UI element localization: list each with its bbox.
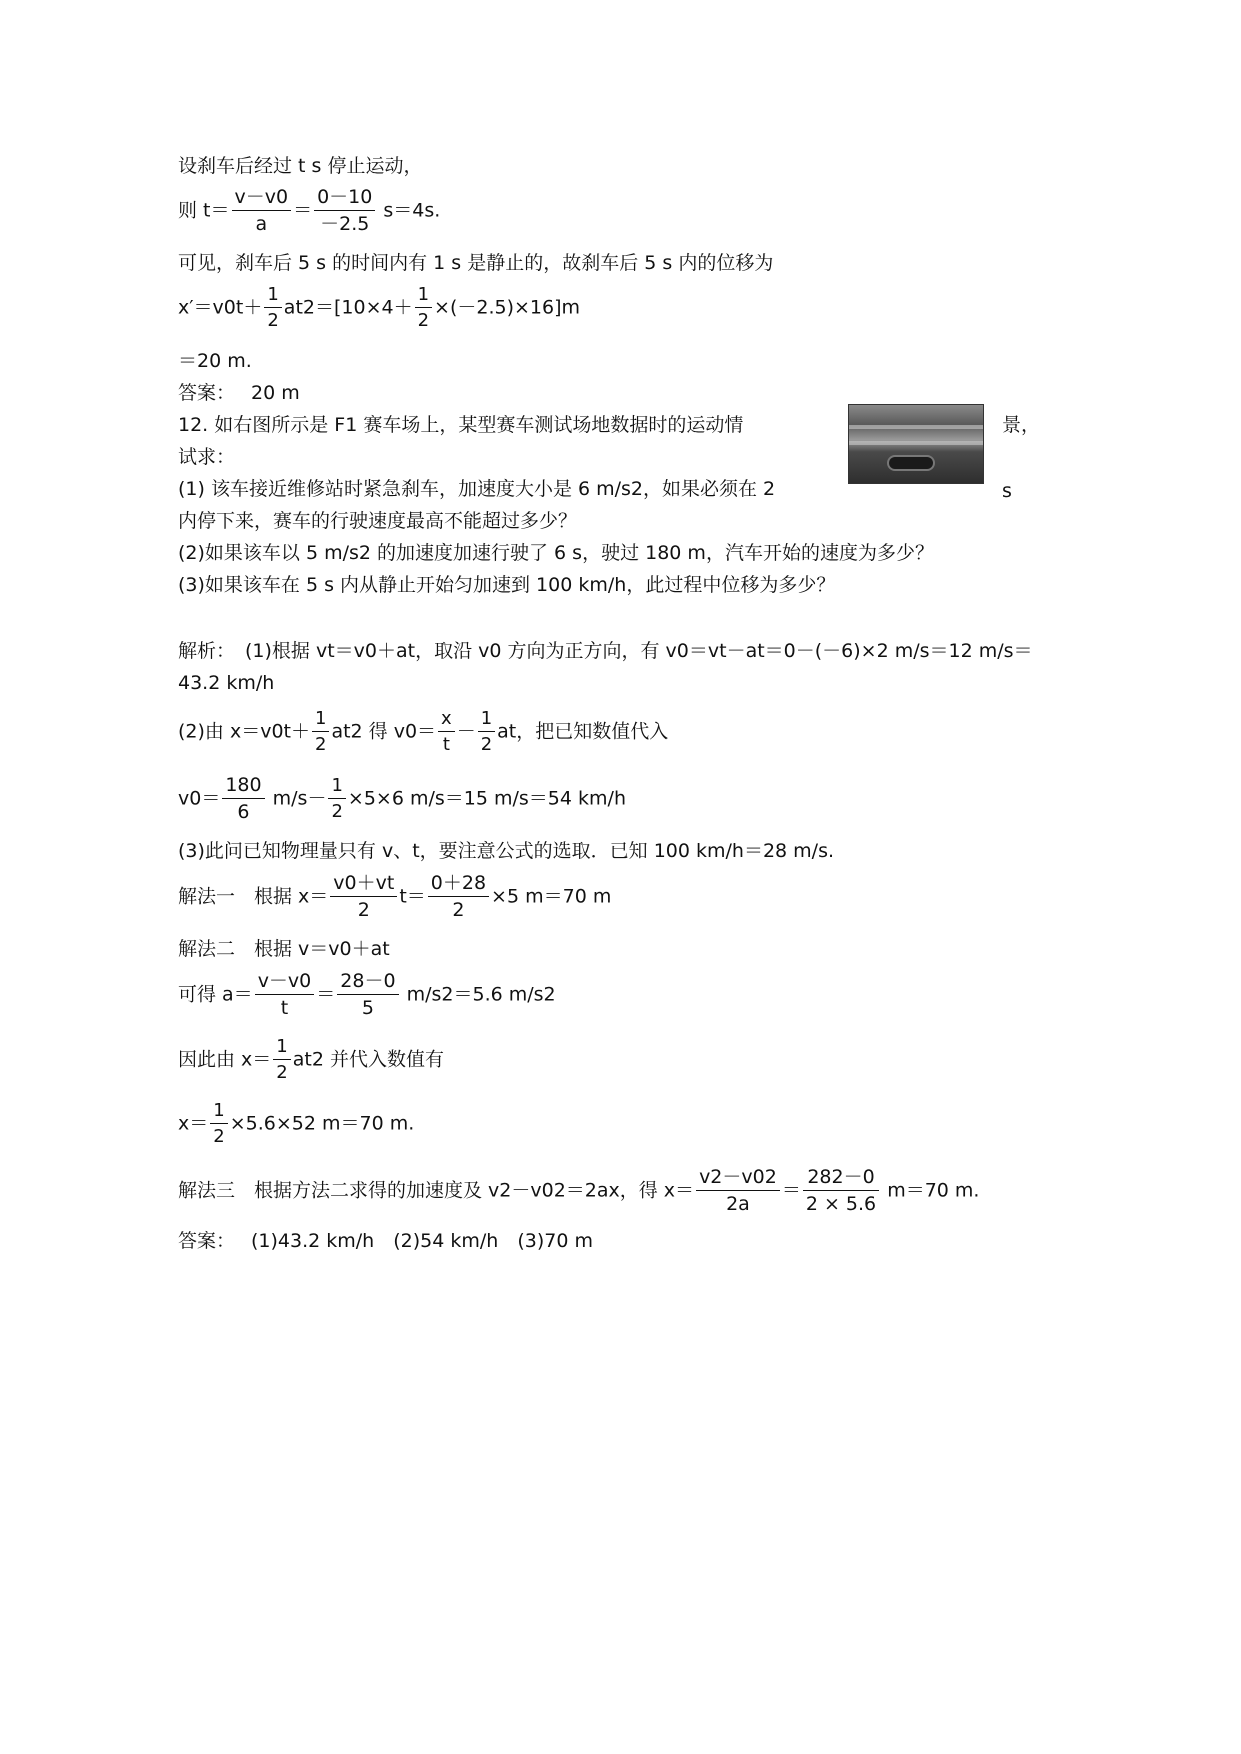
text-line: 试求：	[178, 446, 236, 468]
equation-line	[178, 286, 580, 330]
text-span: s	[1002, 480, 1012, 502]
fraction	[255, 972, 315, 1018]
denominator: 2 × 5.6	[805, 1193, 877, 1215]
denominator: t	[280, 997, 289, 1019]
equation-line	[178, 1038, 444, 1082]
denominator: 2	[331, 801, 343, 822]
denominator: 2	[417, 310, 430, 331]
fraction	[232, 188, 292, 234]
fraction	[273, 1038, 290, 1082]
denominator: －2.5	[320, 213, 370, 235]
denominator: 2	[267, 310, 279, 331]
fraction	[337, 972, 398, 1018]
text-span: at，把已知数值代入	[497, 720, 669, 743]
fraction	[222, 776, 264, 822]
text-span: －	[456, 720, 476, 743]
numerator: x	[438, 710, 455, 732]
answer-value: 20 m	[251, 382, 300, 404]
fraction	[803, 1168, 879, 1214]
numerator: 1	[415, 286, 432, 308]
denominator: 2	[357, 899, 370, 921]
numerator: v2－v02	[696, 1168, 780, 1191]
denominator: 6	[237, 801, 250, 823]
equation-line	[178, 710, 668, 754]
denominator: 2	[452, 899, 465, 921]
text-span: 则 t＝	[178, 199, 230, 222]
numerator: v－v0	[232, 188, 292, 211]
numerator: 1	[264, 286, 281, 308]
text-span: at2 得 v0＝	[331, 720, 437, 743]
text-line: 内停下来，赛车的行驶速度最高不能超过多少？	[178, 510, 578, 532]
text-span: m＝70 m.	[881, 1179, 980, 1202]
fraction	[312, 710, 329, 754]
numerator: 180	[222, 776, 264, 799]
question-12-line: 12. 如右图所示是 F1 赛车场上，某型赛车测试场地数据时的运动情	[178, 414, 744, 436]
numerator: 1	[210, 1102, 227, 1124]
answer-label: 答案：	[178, 382, 236, 404]
denominator: t	[442, 734, 450, 755]
denominator: 5	[361, 997, 374, 1019]
numerator: 1	[328, 777, 345, 799]
text-span: m/s2＝5.6 m/s2	[400, 983, 556, 1006]
fraction	[438, 710, 455, 754]
solution-line	[178, 642, 1033, 661]
text-span: 解法一 根据 x＝	[178, 885, 329, 908]
numerator: 1	[273, 1038, 290, 1060]
numerator: 0＋28	[428, 874, 489, 897]
text-span: ×5 m＝70 m	[491, 885, 612, 908]
text-line: (3)此问已知物理量只有 v、t，要注意公式的选取．已知 100 km/h＝28 m/s.	[178, 840, 835, 862]
text-span: 景，	[1002, 414, 1041, 436]
fraction	[314, 188, 375, 234]
text-line: 设刹车后经过 t s 停止运动，	[178, 155, 423, 177]
text-span: x′＝v0t＋	[178, 296, 263, 319]
denominator: 2a	[726, 1193, 750, 1215]
text-line: (1) 该车接近维修站时紧急刹车，加速度大小是 6 m/s2，如果必须在 2	[178, 478, 776, 500]
text-span: ×(－2.5)×16]m	[434, 296, 581, 319]
text-span: m/s－	[266, 787, 327, 810]
denominator: 2	[276, 1062, 288, 1083]
text-span: s＝4s.	[377, 199, 441, 222]
numerator: v0＋vt	[330, 874, 397, 897]
text-span: x＝	[178, 1112, 209, 1135]
equation-line	[178, 1168, 979, 1214]
text-line: (2)如果该车以 5 m/s2 的加速度加速行驶了 6 s，驶过 180 m，汽车开始的速度为多少？	[178, 542, 934, 564]
equation-line	[178, 972, 556, 1018]
text-span: ＝	[293, 199, 313, 222]
text-span: ＝	[781, 1179, 801, 1202]
text-span: ×5.6×52 m＝70 m.	[229, 1112, 415, 1135]
answer-value: (1)43.2 km/h (2)54 km/h (3)70 m	[251, 1230, 593, 1252]
fraction	[264, 286, 281, 330]
numerator: 282－0	[803, 1168, 879, 1191]
text-span: at2＝[10×4＋	[283, 296, 413, 319]
text-span: ×5×6 m/s＝15 m/s＝54 km/h	[347, 787, 626, 810]
text-span: v0＝	[178, 787, 221, 810]
fraction	[330, 874, 397, 920]
photo-stripe	[849, 441, 983, 445]
text-span: 可得 a＝	[178, 983, 253, 1006]
text-span: 因此由 x＝	[178, 1048, 272, 1071]
answer-line	[178, 384, 300, 403]
denominator: 2	[480, 734, 493, 755]
numerator: 1	[478, 710, 495, 732]
text-span: ＝	[316, 983, 336, 1006]
text-line: (3)如果该车在 5 s 内从静止开始匀加速到 100 km/h，此过程中位移为多少？	[178, 574, 836, 596]
text-line: 解法二 根据 v＝v0＋at	[178, 938, 390, 960]
denominator: 2	[213, 1126, 225, 1147]
fraction	[328, 777, 345, 821]
photo-stripe	[849, 425, 983, 429]
fraction	[428, 874, 489, 920]
equation-line	[178, 776, 626, 822]
equation-line	[178, 874, 611, 920]
numerator: v－v0	[255, 972, 315, 995]
text-span: at2 并代入数值有	[292, 1048, 444, 1071]
solution-label: 解析：	[178, 640, 236, 662]
text-line: 43.2 km/h	[178, 672, 275, 694]
answer-label: 答案：	[178, 1230, 236, 1252]
race-car-icon	[889, 457, 933, 469]
equation-line	[178, 1102, 414, 1146]
fraction	[696, 1168, 780, 1214]
fraction	[478, 710, 495, 754]
text-span: 解法三 根据方法二求得的加速度及 v2－v02＝2ax，得 x＝	[178, 1179, 695, 1202]
text-span: t＝	[399, 885, 426, 908]
denominator: a	[255, 213, 268, 235]
numerator: 28－0	[337, 972, 398, 995]
numerator: 1	[312, 710, 329, 732]
race-car-photo	[848, 404, 984, 484]
denominator: 2	[314, 734, 327, 755]
fraction	[210, 1102, 227, 1146]
equation-line	[178, 188, 440, 234]
text-span: (2)由 x＝v0t＋	[178, 720, 310, 743]
answer-line	[178, 1232, 593, 1251]
numerator: 0－10	[314, 188, 375, 211]
fraction	[415, 286, 432, 330]
text-span: (1)根据 vt＝v0＋at，取沿 v0 方向为正方向，有 v0＝vt－at＝0－(－6)×2 m/s＝12 m/s＝	[245, 640, 1033, 662]
text-line: ＝20 m.	[178, 350, 252, 372]
text-line: 可见，刹车后 5 s 的时间内有 1 s 是静止的，故刹车后 5 s 内的位移为	[178, 252, 774, 274]
